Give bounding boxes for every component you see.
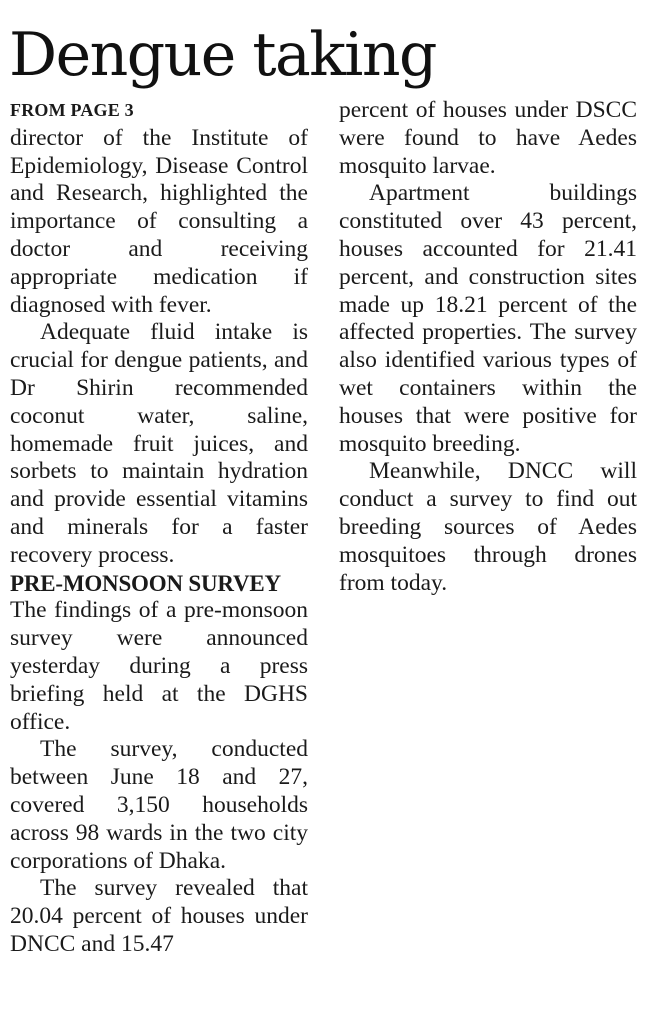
article-column-right: [339, 97, 637, 597]
paragraph: The survey, conducted between June 18 and 27, covered 3,150 households across 98 wards in the two city corporations of Dhaka.: [10, 736, 308, 874]
paragraph: Apartment buildings constituted over 43 percent, houses accounted for 21.41 percent, and construction sites made up 18.21 percent of the affected properties. The survey also identified various types of wet containers within the houses that were positive for mosquito breeding.: [339, 180, 637, 457]
paragraph: The findings of a pre-monsoon survey were announced yesterday during a press briefing held at the DGHS office.: [10, 597, 308, 735]
article-column-left: [10, 97, 308, 959]
paragraph: director of the Institute of Epidemiology, Disease Control and Research, highlighted the importance of consulting a doctor and receiving appropriate medication if diagnosed with fever.: [10, 124, 308, 318]
continuation-kicker: FROM PAGE 3: [10, 100, 134, 120]
paragraph: Meanwhile, DNCC will conduct a survey to find out breeding sources of Aedes mosquitoes through drones from today.: [339, 458, 637, 596]
paragraph: The survey revealed that 20.04 percent of houses under DNCC and 15.47: [10, 875, 308, 957]
paragraph: Adequate fluid intake is crucial for dengue patients, and Dr Shirin recommended coconut water, saline, homemade fruit juices, and sorbets to maintain hydration and provide essential vitamins and minerals for a faster recovery process.: [10, 319, 308, 568]
section-subhead: PRE-MONSOON SURVEY: [10, 570, 281, 596]
headline: Dengue taking: [9, 20, 436, 90]
paragraph: percent of houses under DSCC were found to have Aedes mosquito larvae.: [339, 97, 637, 179]
